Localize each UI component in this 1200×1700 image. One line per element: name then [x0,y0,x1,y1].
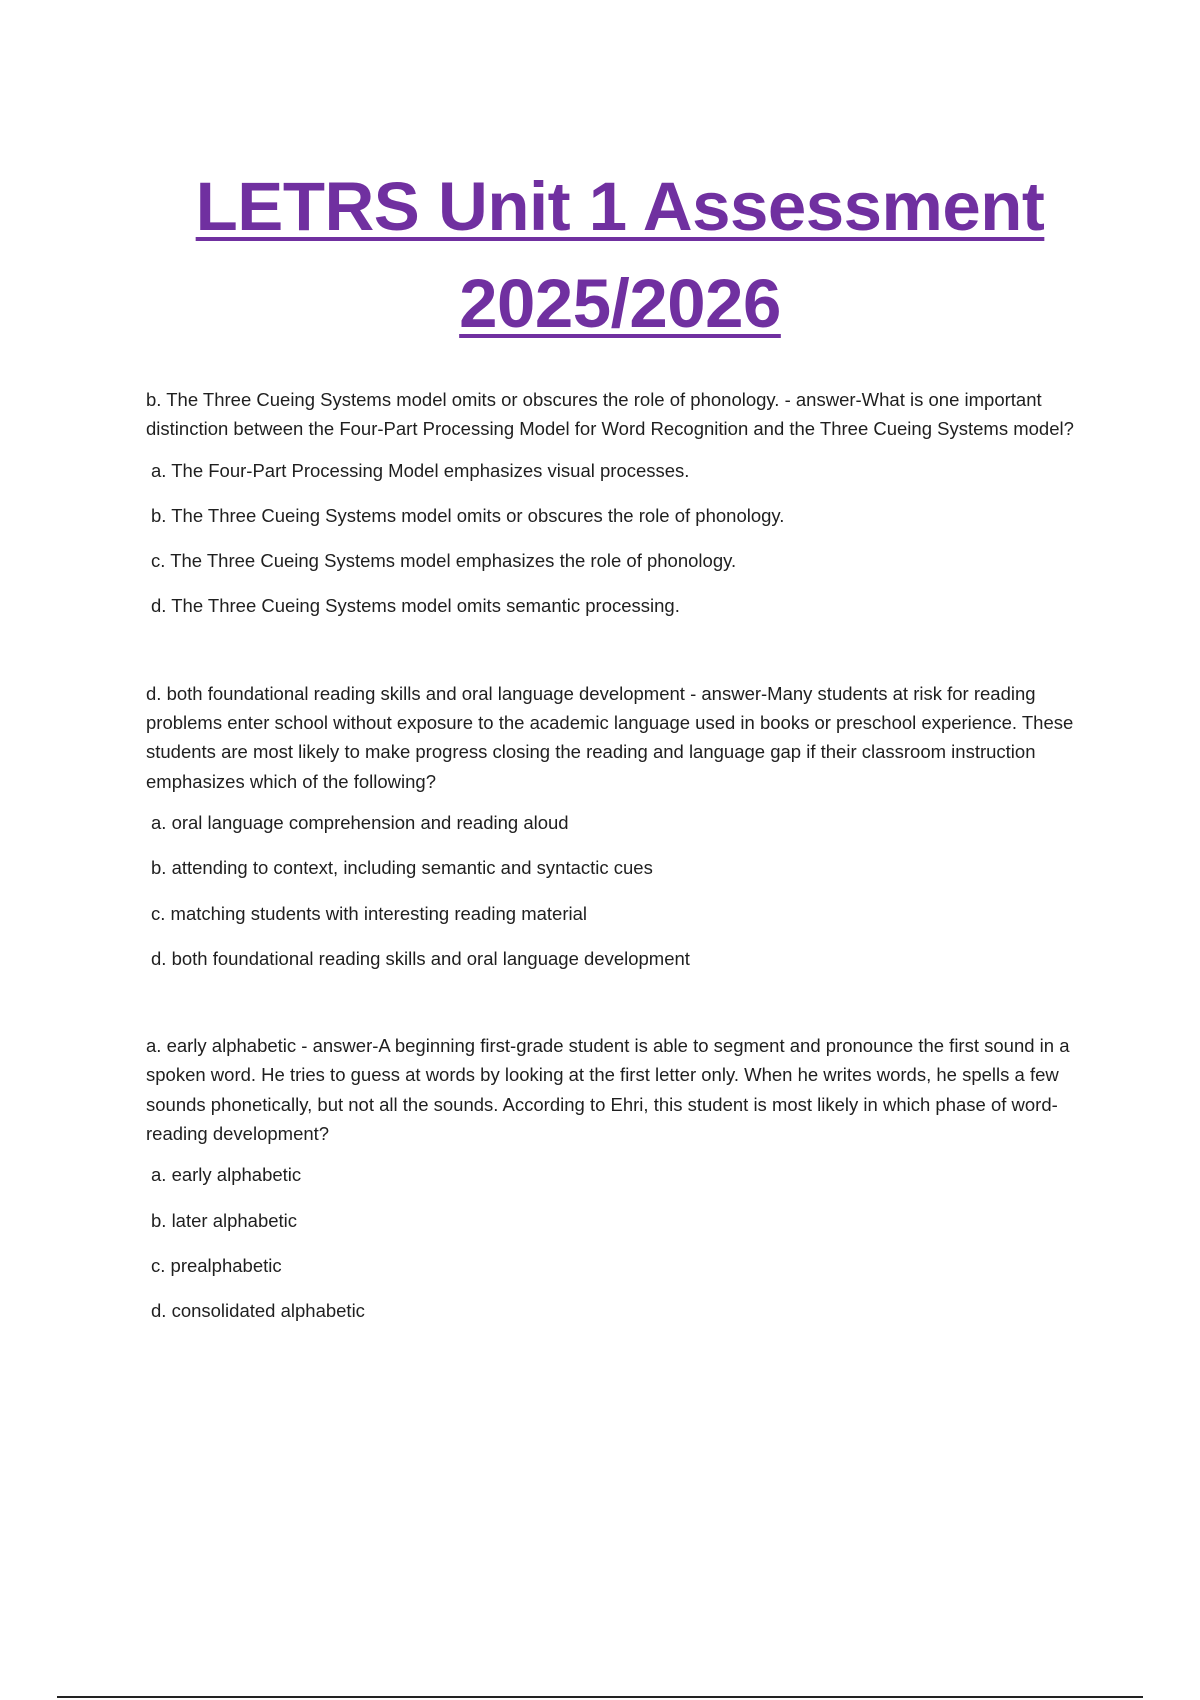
option-d: d. both foundational reading skills and oral language development [151,947,690,969]
option-c: c. matching students with interesting reading material [151,902,587,924]
option-a: a. early alphabetic [151,1164,302,1186]
options-list [146,1160,1096,1325]
question-block-2 [146,679,1096,973]
option-d: d. The Three Cueing Systems model omits semantic processing. [151,595,680,617]
question-block-1 [146,385,1096,621]
question-text: a. early alphabetic - answer-A beginning first-grade student is able to segment and pronounce the first sound in a spoken word. He tries to guess at words by looking at the first letter only. When he writes words, he spells a few sounds phonetically, but not all the sounds. According to Ehri, this student is most likely in which phase of word-reading development? [146,1035,1070,1145]
option-a: a. oral language comprehension and reading aloud [151,811,569,833]
option-a: a. The Four-Part Processing Model emphasizes visual processes. [151,459,690,481]
document-title [0,158,1200,352]
footer-divider [57,1696,1143,1698]
title-line-1: LETRS Unit 1 Assessment [195,168,1045,245]
question-text: b. The Three Cueing Systems model omits or obscures the role of phonology. - answer-What is one important distinction between the Four-Part Processing Model for Word Recognition and the Three Cueing Systems model? [146,389,1074,440]
option-b: b. The Three Cueing Systems model omits or obscures the role of phonology. [151,504,785,526]
option-c: c. The Three Cueing Systems model emphasizes the role of phonology. [151,550,737,572]
title-line-2: 2025/2026 [459,265,781,342]
option-d: d. consolidated alphabetic [151,1300,365,1322]
option-b: b. attending to context, including semantic and syntactic cues [151,857,653,879]
questions-list [146,385,1096,1384]
question-block-3 [146,1031,1096,1325]
options-list [146,808,1096,973]
option-c: c. prealphabetic [151,1254,282,1276]
options-list [146,456,1096,621]
option-b: b. later alphabetic [151,1209,298,1231]
question-text: d. both foundational reading skills and oral language development - answer-Many students at risk for reading problems enter school without exposure to the academic language used in books or preschool experience. These students are most likely to make progress closing the reading and language gap if their classroom instruction emphasizes which of the following? [146,682,1074,792]
